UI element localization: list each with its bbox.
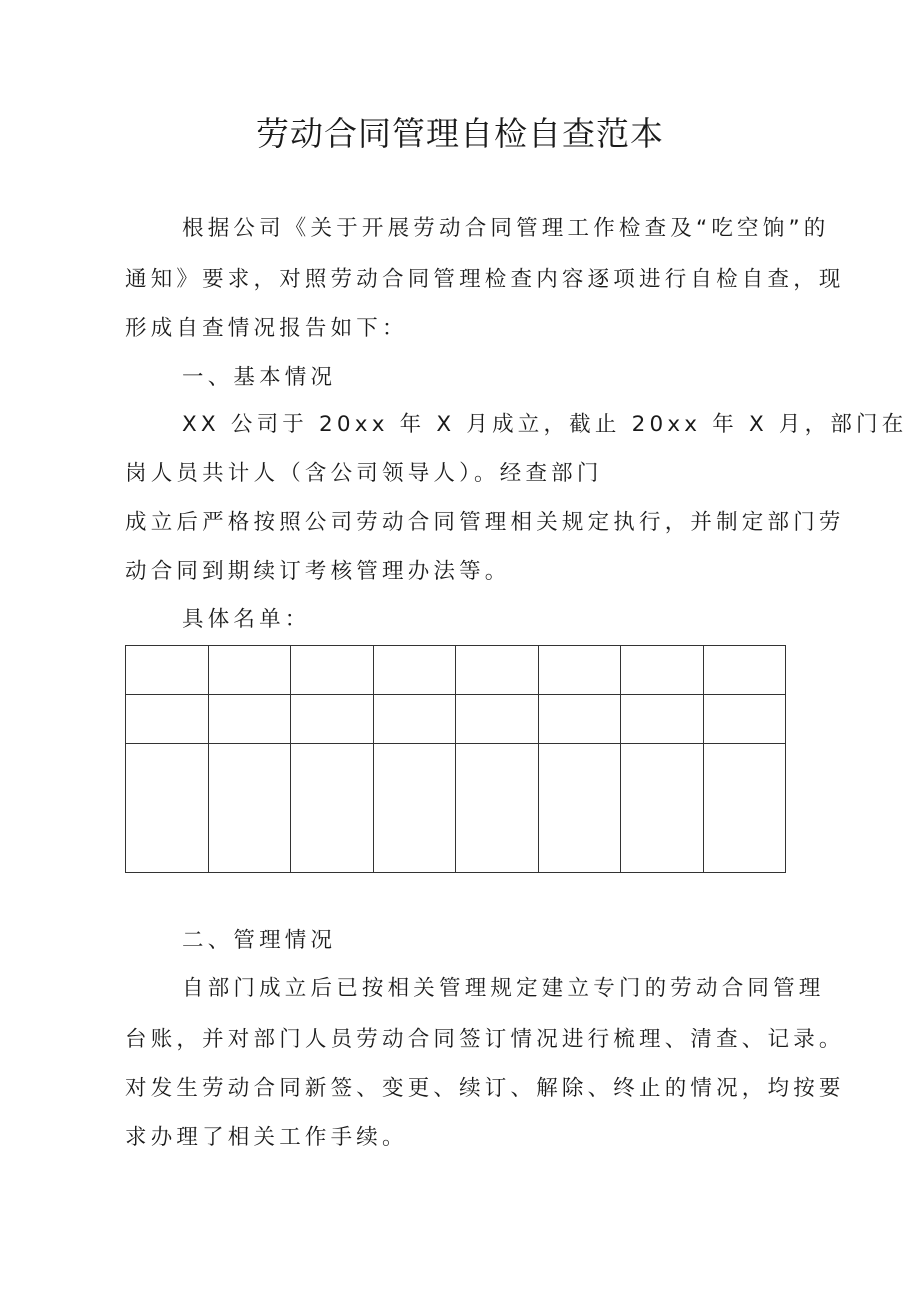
section2-heading: 二、管理情况	[182, 928, 337, 953]
table-cell	[126, 646, 209, 695]
section1-line-3: 成立后严格按照公司劳动合同管理相关规定执行，并制定部门劳	[125, 510, 845, 535]
roster-table	[125, 645, 786, 873]
section2-line-1: 自部门成立后已按相关管理规定建立专门的劳动合同管理	[182, 976, 825, 1001]
table-cell	[621, 646, 704, 695]
section1-line-4: 动合同到期续订考核管理办法等。	[125, 559, 511, 584]
table-cell	[621, 695, 704, 744]
table-cell	[208, 744, 291, 873]
section1-heading: 一、基本情况	[182, 365, 337, 390]
table-cell	[456, 646, 539, 695]
table-cell	[373, 744, 456, 873]
table-cell	[703, 646, 786, 695]
table-row	[126, 695, 786, 744]
intro-line-3: 形成自查情况报告如下：	[125, 316, 408, 341]
table-cell	[208, 695, 291, 744]
section1-line-2: 岗人员共计人（含公司领导人）。经查部门	[125, 461, 603, 486]
table-cell	[538, 744, 621, 873]
table-cell	[456, 695, 539, 744]
table-cell	[291, 744, 374, 873]
table-cell	[373, 646, 456, 695]
section2-line-2: 台账，并对部门人员劳动合同签订情况进行梳理、清查、记录。	[125, 1027, 845, 1052]
table-cell	[291, 646, 374, 695]
intro-line-2: 通知》要求，对照劳动合同管理检查内容逐项进行自检自查，现	[125, 267, 845, 292]
table-cell	[538, 646, 621, 695]
table-cell	[456, 744, 539, 873]
table-cell	[291, 695, 374, 744]
section2-line-4: 求办理了相关工作手续。	[125, 1125, 408, 1150]
table-cell	[703, 744, 786, 873]
intro-line-1: 根据公司《关于开展劳动合同管理工作检查及“吃空饷”的	[182, 216, 830, 241]
table-cell	[538, 695, 621, 744]
list-label: 具体名单：	[182, 607, 311, 632]
table-cell	[703, 695, 786, 744]
table-cell	[208, 646, 291, 695]
section2-line-3: 对发生劳动合同新签、变更、续订、解除、终止的情况，均按要	[125, 1076, 845, 1101]
table-cell	[621, 744, 704, 873]
table-cell	[373, 695, 456, 744]
table-row	[126, 646, 786, 695]
table-row	[126, 744, 786, 873]
table-cell	[126, 695, 209, 744]
table-cell	[126, 744, 209, 873]
document-title: 劳动合同管理自检自查范本	[256, 114, 664, 153]
section1-line-1: XX 公司于 20xx 年 X 月成立，截止 20xx 年 X 月，部门在	[182, 412, 908, 437]
